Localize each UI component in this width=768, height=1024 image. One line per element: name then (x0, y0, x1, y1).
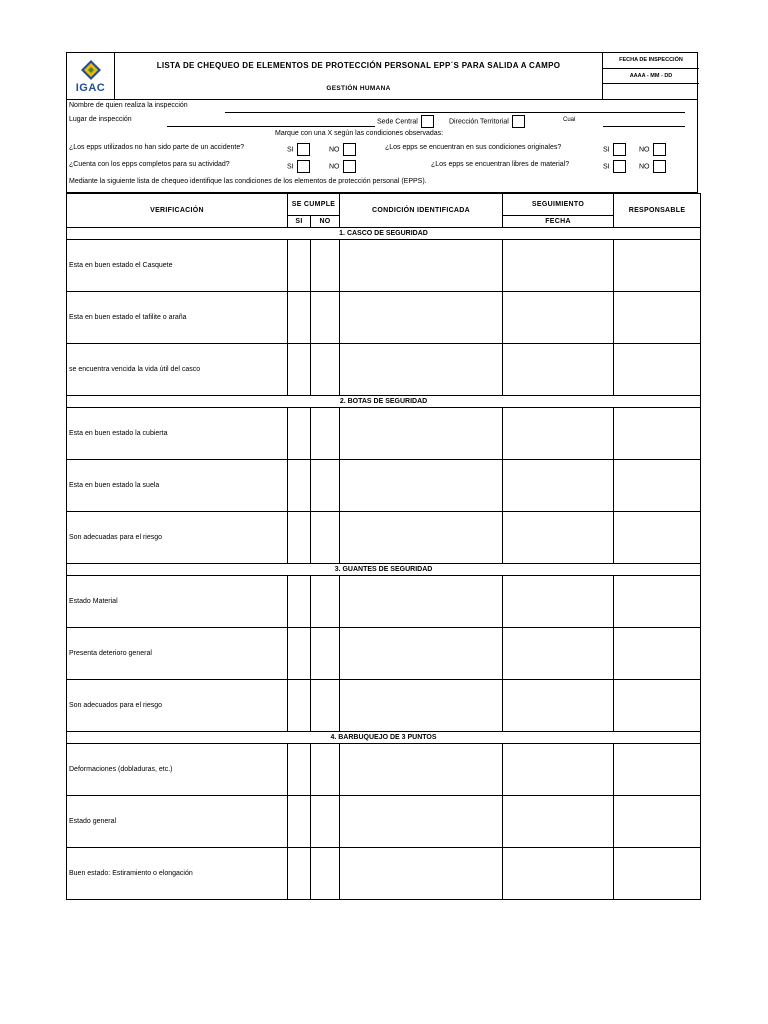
sede-central-option (377, 115, 434, 128)
responsable-cell[interactable] (614, 680, 701, 732)
responsable-cell[interactable] (614, 848, 701, 900)
q4-si-checkbox[interactable] (613, 160, 626, 173)
item-label: Deformaciones (dobladuras, etc.) (67, 744, 288, 796)
item-label: Son adecuadas para el riesgo (67, 512, 288, 564)
item-label: Esta en buen estado la cubierta (67, 408, 288, 460)
form-page (66, 52, 698, 900)
section-title: 1. CASCO DE SEGURIDAD (67, 228, 701, 240)
fecha-cell (603, 53, 699, 99)
section-header-row (67, 228, 701, 240)
si-cell[interactable] (288, 512, 311, 564)
condicion-cell[interactable] (340, 680, 503, 732)
responsable-cell[interactable] (614, 460, 701, 512)
nombre-field[interactable] (225, 112, 685, 113)
responsable-cell[interactable] (614, 408, 701, 460)
q4-si-label: SI (603, 163, 610, 171)
si-cell[interactable] (288, 628, 311, 680)
info-section (66, 100, 698, 193)
no-cell[interactable] (311, 292, 340, 344)
condicion-cell[interactable] (340, 512, 503, 564)
condicion-cell[interactable] (340, 408, 503, 460)
section-header-row (67, 396, 701, 408)
form-header (66, 52, 698, 100)
no-cell[interactable] (311, 512, 340, 564)
si-cell[interactable] (288, 576, 311, 628)
table-row (67, 344, 701, 396)
responsable-cell[interactable] (614, 512, 701, 564)
si-cell[interactable] (288, 848, 311, 900)
table-row (67, 628, 701, 680)
condicion-cell[interactable] (340, 240, 503, 292)
form-title: LISTA DE CHEQUEO DE ELEMENTOS DE PROTECCIÓN PERSONAL EPP´S PARA SALIDA A CAMPO (156, 60, 561, 70)
q4-no-label: NO (639, 163, 650, 171)
cual-label: Cual (563, 117, 576, 123)
fecha-format: AAAA - MM - DD (603, 69, 699, 85)
q4-si-option (603, 160, 626, 173)
q1-no-label: NO (329, 146, 340, 154)
q2-no-label: NO (329, 163, 340, 171)
item-label: Presenta deterioro general (67, 628, 288, 680)
responsable-cell[interactable] (614, 628, 701, 680)
col-responsable: RESPONSABLE (614, 194, 701, 228)
q2-no-option (329, 160, 356, 173)
condicion-cell[interactable] (340, 628, 503, 680)
fecha-cell[interactable] (503, 344, 614, 396)
q3-no-option (639, 143, 666, 156)
condicion-cell[interactable] (340, 744, 503, 796)
fecha-cell[interactable] (503, 408, 614, 460)
igac-logo-icon (80, 59, 102, 81)
mediante-text: Mediante la siguiente lista de chequeo identifique las condiciones de los elementos de protección personal (EPPS). (69, 178, 427, 185)
item-label: Esta en buen estado el tafilite o araña (67, 292, 288, 344)
no-cell[interactable] (311, 576, 340, 628)
fecha-cell[interactable] (503, 292, 614, 344)
lugar-field[interactable] (167, 126, 375, 127)
section-header-row (67, 564, 701, 576)
direccion-territorial-label: Dirección Territorial (449, 118, 509, 126)
no-cell[interactable] (311, 628, 340, 680)
igac-logo (67, 53, 115, 99)
q3-no-label: NO (639, 146, 650, 154)
sede-central-checkbox[interactable] (421, 115, 434, 128)
fecha-cell[interactable] (503, 460, 614, 512)
fecha-cell[interactable] (503, 744, 614, 796)
responsable-cell[interactable] (614, 744, 701, 796)
fecha-cell[interactable] (503, 848, 614, 900)
fecha-cell[interactable] (503, 576, 614, 628)
si-cell[interactable] (288, 796, 311, 848)
q3-si-label: SI (603, 146, 610, 154)
condicion-cell[interactable] (340, 796, 503, 848)
si-cell[interactable] (288, 744, 311, 796)
item-label: se encuentra vencida la vida útil del casco (67, 344, 288, 396)
section-header-row (67, 732, 701, 744)
condicion-cell[interactable] (340, 460, 503, 512)
q1-no-option (329, 143, 356, 156)
fecha-label: FECHA DE INSPECCIÓN (603, 53, 699, 69)
col-no: NO (311, 216, 340, 228)
table-row (67, 576, 701, 628)
table-row (67, 292, 701, 344)
q3-no-checkbox[interactable] (653, 143, 666, 156)
q4-text: ¿Los epps se encuentran libres de material? (431, 161, 570, 168)
table-row (67, 512, 701, 564)
q2-si-checkbox[interactable] (297, 160, 310, 173)
col-condicion: CONDICIÓN IDENTIFICADA (340, 194, 503, 228)
item-label: Estado general (67, 796, 288, 848)
nombre-label: Nombre de quien realiza la inspección (69, 102, 188, 109)
q3-si-checkbox[interactable] (613, 143, 626, 156)
form-subtitle: GESTIÓN HUMANA (326, 84, 391, 92)
si-cell[interactable] (288, 344, 311, 396)
q4-no-checkbox[interactable] (653, 160, 666, 173)
no-cell[interactable] (311, 848, 340, 900)
col-si: SI (288, 216, 311, 228)
item-label: Esta en buen estado la suela (67, 460, 288, 512)
condicion-cell[interactable] (340, 292, 503, 344)
table-row (67, 408, 701, 460)
q3-text: ¿Los epps se encuentran en sus condiciones originales? (385, 144, 562, 151)
item-label: Buen estado: Estiramiento o elongación (67, 848, 288, 900)
responsable-cell[interactable] (614, 292, 701, 344)
title-cell (115, 53, 603, 99)
q2-text: ¿Cuenta con los epps completos para su actividad? (69, 161, 230, 168)
direccion-territorial-checkbox[interactable] (512, 115, 525, 128)
responsable-cell[interactable] (614, 576, 701, 628)
q1-si-option (287, 143, 310, 156)
si-cell[interactable] (288, 408, 311, 460)
section-title: 2. BOTAS DE SEGURIDAD (67, 396, 701, 408)
q1-no-checkbox[interactable] (343, 143, 356, 156)
si-cell[interactable] (288, 680, 311, 732)
instruccion-text: Marque con una X según las condiciones observadas: (275, 130, 444, 137)
table-row (67, 680, 701, 732)
q2-no-checkbox[interactable] (343, 160, 356, 173)
responsable-cell[interactable] (614, 796, 701, 848)
si-cell[interactable] (288, 292, 311, 344)
direccion-territorial-option (449, 115, 525, 128)
table-row (67, 796, 701, 848)
no-cell[interactable] (311, 344, 340, 396)
item-label: Son adecuados para el riesgo (67, 680, 288, 732)
condicion-cell[interactable] (340, 848, 503, 900)
condicion-cell[interactable] (340, 576, 503, 628)
table-row (67, 744, 701, 796)
fecha-cell[interactable] (503, 240, 614, 292)
q2-si-label: SI (287, 163, 294, 171)
q1-text: ¿Los epps utilizados no han sido parte de un accidente? (69, 144, 245, 151)
fecha-cell[interactable] (503, 680, 614, 732)
no-cell[interactable] (311, 240, 340, 292)
col-seguimiento: SEGUIMIENTO (503, 194, 614, 216)
section-title: 3. GUANTES DE SEGURIDAD (67, 564, 701, 576)
no-cell[interactable] (311, 460, 340, 512)
q2-si-option (287, 160, 310, 173)
col-fecha: FECHA (503, 216, 614, 228)
fecha-value-field[interactable] (603, 84, 699, 99)
no-cell[interactable] (311, 796, 340, 848)
no-cell[interactable] (311, 680, 340, 732)
checklist-body (67, 228, 701, 900)
cual-field[interactable] (603, 126, 685, 127)
col-verificacion: VERIFICACIÓN (67, 194, 288, 228)
si-cell[interactable] (288, 460, 311, 512)
lugar-label: Lugar de inspección (69, 116, 132, 123)
table-row (67, 460, 701, 512)
fecha-cell[interactable] (503, 512, 614, 564)
q1-si-label: SI (287, 146, 294, 154)
responsable-cell[interactable] (614, 240, 701, 292)
section-title: 4. BARBUQUEJO DE 3 PUNTOS (67, 732, 701, 744)
table-row (67, 848, 701, 900)
checklist-table (66, 193, 701, 900)
q4-no-option (639, 160, 666, 173)
si-cell[interactable] (288, 240, 311, 292)
no-cell[interactable] (311, 744, 340, 796)
sede-central-label: Sede Central (377, 118, 418, 126)
fecha-cell[interactable] (503, 796, 614, 848)
q1-si-checkbox[interactable] (297, 143, 310, 156)
item-label: Esta en buen estado el Casquete (67, 240, 288, 292)
no-cell[interactable] (311, 408, 340, 460)
item-label: Estado Material (67, 576, 288, 628)
condicion-cell[interactable] (340, 344, 503, 396)
table-row (67, 240, 701, 292)
fecha-cell[interactable] (503, 628, 614, 680)
logo-text: IGAC (75, 81, 106, 94)
responsable-cell[interactable] (614, 344, 701, 396)
col-se-cumple: SE CUMPLE (288, 194, 340, 216)
q3-si-option (603, 143, 626, 156)
